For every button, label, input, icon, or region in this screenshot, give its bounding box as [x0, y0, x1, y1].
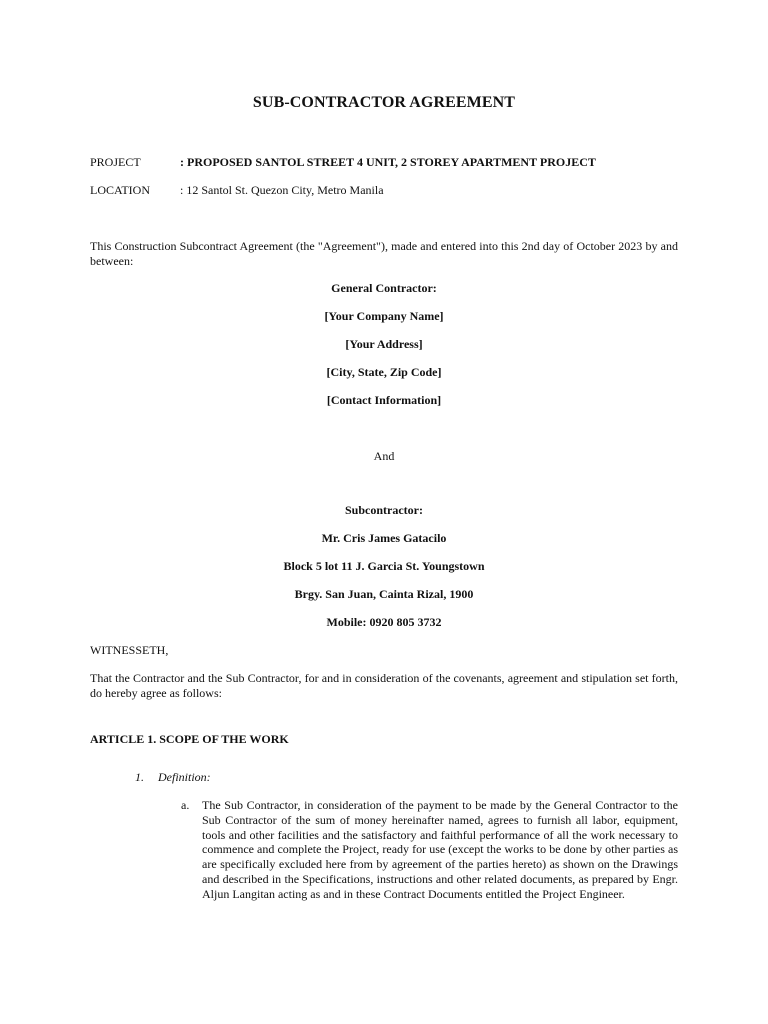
document-title: SUB-CONTRACTOR AGREEMENT [252, 94, 516, 111]
project-value: : PROPOSED SANTOL STREET 4 UNIT, 2 STOREY APARTMENT PROJECT [180, 155, 596, 169]
intro-paragraph: This Construction Subcontract Agreement (the "Agreement"), made and entered into this 2nd day of October 2023 by and between: [90, 239, 678, 268]
article1-sub-letter: a. [181, 798, 190, 812]
witnesseth-text: WITNESSETH, [90, 643, 169, 657]
article1-sub-paragraph: The Sub Contractor, in consideration of the payment to be made by the General Contractor to the Sub Contractor of the sum of money hereinafter named, agrees to furnish all labor, equipment, tools and other facilities and the satisfactory and faithful performance of all the work necessary to commence and complete the Project, ready for use (except the works to be done by other parties as are specifically excluded here from by agreement of the parties hereto) as shown on the Drawings and described in the Specifications, instructions and other related documents, as prepared by Engr. Aljun Langitan acting as and in these Contract Documents entitled the Project Engineer. [202, 798, 678, 901]
subcontractor-address-line1: Block 5 lot 11 J. Garcia St. Youngstown [283, 559, 485, 573]
article1-item-label: Definition: [158, 770, 211, 784]
location-value: : 12 Santol St. Quezon City, Metro Manila [180, 183, 384, 197]
subcontractor-name: Mr. Cris James Gatacilo [321, 531, 447, 545]
project-label: PROJECT [90, 155, 141, 169]
subcontractor-address-line2: Brgy. San Juan, Cainta Rizal, 1900 [294, 587, 474, 601]
general-contractor-city: [City, State, Zip Code] [326, 365, 442, 379]
general-contractor-address: [Your Address] [345, 337, 423, 351]
general-contractor-contact: [Contact Information] [326, 393, 442, 407]
location-label: LOCATION [90, 183, 150, 197]
general-contractor-company: [Your Company Name] [324, 309, 444, 323]
agreement-paragraph: That the Contractor and the Sub Contractor, for and in consideration of the covenants, agreement and stipulation set forth, do hereby agree as follows: [90, 671, 678, 700]
article1-heading: ARTICLE 1. SCOPE OF THE WORK [90, 732, 289, 746]
subcontractor-mobile: Mobile: 0920 805 3732 [326, 615, 442, 629]
and-text: And [373, 449, 395, 463]
article1-item-number: 1. [135, 770, 144, 784]
general-contractor-heading: General Contractor: [331, 281, 437, 295]
subcontractor-heading: Subcontractor: [345, 503, 423, 517]
